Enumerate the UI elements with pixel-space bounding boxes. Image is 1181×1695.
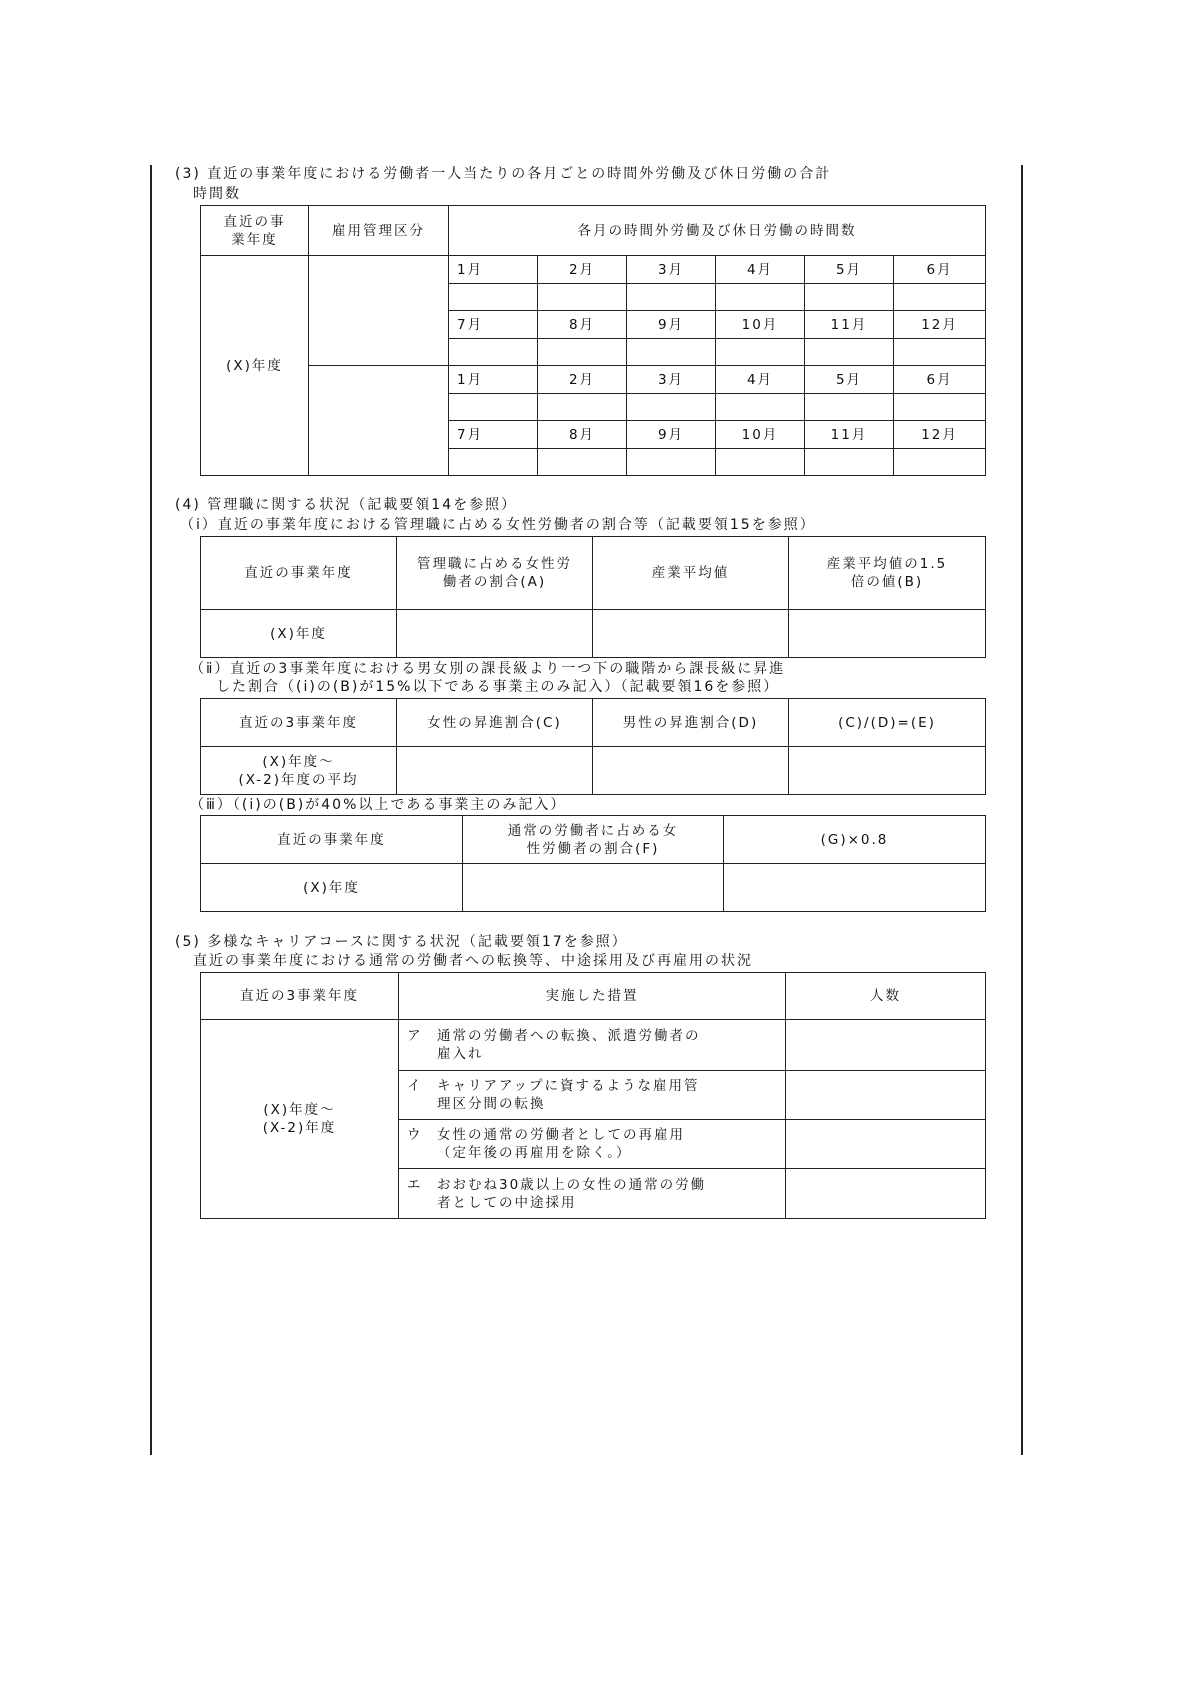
month-label: 8月 — [538, 421, 627, 449]
female-manager-ratio-table — [200, 536, 986, 658]
month-label: 10月 — [716, 421, 805, 449]
section-3-title: (3) 直近の事業年度における労働者一人当たりの各月ごとの時間外労働及び休日労働の合計 — [175, 166, 832, 182]
input-cell[interactable] — [397, 747, 593, 795]
hours-input-cell[interactable] — [805, 394, 894, 421]
month-label: 2月 — [538, 256, 627, 284]
fiscal-year-range-cell: (X)年度～ (X-2)年度 — [201, 1020, 399, 1219]
month-label: 12月 — [894, 311, 986, 339]
month-label: 6月 — [894, 366, 986, 394]
hours-input-cell[interactable] — [716, 339, 805, 366]
hours-input-cell[interactable] — [894, 339, 986, 366]
measure-item: エ おおむね30歳以上の女性の通常の労働 者としての中途採用 — [399, 1169, 786, 1219]
hours-input-cell[interactable] — [805, 449, 894, 476]
hours-input-cell[interactable] — [627, 339, 716, 366]
input-cell[interactable] — [789, 747, 986, 795]
hours-input-cell[interactable] — [627, 394, 716, 421]
hours-input-cell[interactable] — [627, 449, 716, 476]
hours-input-cell[interactable] — [449, 284, 538, 311]
header-headcount: 人数 — [786, 973, 986, 1020]
month-label: 1月 — [449, 366, 538, 394]
month-label: 2月 — [538, 366, 627, 394]
section-4-iii-title: （ⅲ）（(i)の(B)が40%以上である事業主のみ記入） — [190, 797, 567, 813]
header-three-fiscal-years: 直近の3事業年度 — [201, 699, 397, 747]
header-employment-category: 雇用管理区分 — [309, 206, 449, 256]
month-label: 8月 — [538, 311, 627, 339]
month-label: 6月 — [894, 256, 986, 284]
header-female-promotion-ratio: 女性の昇進割合(C) — [397, 699, 593, 747]
overtime-hours-table — [200, 205, 986, 476]
month-label: 4月 — [716, 256, 805, 284]
headcount-input-cell[interactable] — [786, 1169, 986, 1219]
month-label: 4月 — [716, 366, 805, 394]
hours-input-cell[interactable] — [538, 449, 627, 476]
month-label: 11月 — [805, 421, 894, 449]
hours-input-cell[interactable] — [538, 339, 627, 366]
hours-input-cell[interactable] — [805, 339, 894, 366]
input-cell[interactable] — [789, 610, 986, 658]
fiscal-year-cell: (X)年度 — [201, 610, 397, 658]
hours-input-cell[interactable] — [716, 284, 805, 311]
fiscal-year-cell: (X)年度 — [201, 864, 463, 912]
page-frame-left-border — [150, 165, 152, 1455]
section-3-title-cont: 時間数 — [193, 186, 241, 202]
hours-input-cell[interactable] — [449, 339, 538, 366]
hours-input-cell[interactable] — [449, 449, 538, 476]
hours-input-cell[interactable] — [894, 284, 986, 311]
hours-input-cell[interactable] — [805, 284, 894, 311]
month-label: 7月 — [449, 311, 538, 339]
input-cell[interactable] — [463, 864, 724, 912]
month-label: 10月 — [716, 311, 805, 339]
month-label: 11月 — [805, 311, 894, 339]
header-ratio-e: (C)/(D)=(E) — [789, 699, 986, 747]
section-5-title-cont: 直近の事業年度における通常の労働者への転換等、中途採用及び再雇用の状況 — [193, 953, 753, 969]
section-4-ii-title: （ⅱ）直近の3事業年度における男女別の課長級より一つ下の職階から課長級に昇進 — [190, 661, 786, 677]
header-monthly-hours: 各月の時間外労働及び休日労働の時間数 — [449, 206, 986, 256]
section-4-i-title: （i）直近の事業年度における管理職に占める女性労働者の割合等（記載要領15を参照） — [180, 517, 816, 533]
month-label: 5月 — [805, 256, 894, 284]
measure-item: イ キャリアアップに資するような雇用管 理区分間の転換 — [399, 1071, 786, 1120]
section-4-title: (4) 管理職に関する状況（記載要領14を参照） — [175, 497, 518, 513]
fiscal-year-cell: (X)年度 — [201, 256, 309, 476]
hours-input-cell[interactable] — [449, 394, 538, 421]
month-label: 9月 — [627, 311, 716, 339]
measure-item: ア 通常の労働者への転換、派遣労働者の 雇入れ — [399, 1020, 786, 1071]
header-fiscal-year: 直近の事業年度 — [201, 537, 397, 610]
month-label: 3月 — [627, 366, 716, 394]
page-frame-right-border — [1021, 165, 1023, 1455]
promotion-ratio-table — [200, 698, 986, 795]
measure-item: ウ 女性の通常の労働者としての再雇用 （定年後の再雇用を除く。） — [399, 1120, 786, 1169]
section-5-title: (5) 多様なキャリアコースに関する状況（記載要領17を参照） — [175, 934, 628, 950]
hours-input-cell[interactable] — [627, 284, 716, 311]
category-cell-1 — [309, 256, 449, 366]
input-cell[interactable] — [724, 864, 986, 912]
headcount-input-cell[interactable] — [786, 1020, 986, 1071]
headcount-input-cell[interactable] — [786, 1071, 986, 1120]
hours-input-cell[interactable] — [894, 449, 986, 476]
hours-input-cell[interactable] — [716, 449, 805, 476]
input-cell[interactable] — [593, 747, 789, 795]
header-male-promotion-ratio: 男性の昇進割合(D) — [593, 699, 789, 747]
header-industry-average-1-5x: 産業平均値の1.5倍の値(B) — [789, 537, 986, 610]
month-label: 5月 — [805, 366, 894, 394]
input-cell[interactable] — [593, 610, 789, 658]
hours-input-cell[interactable] — [716, 394, 805, 421]
month-label: 3月 — [627, 256, 716, 284]
hours-input-cell[interactable] — [538, 284, 627, 311]
input-cell[interactable] — [397, 610, 593, 658]
month-label: 1月 — [449, 256, 538, 284]
header-three-fiscal-years: 直近の3事業年度 — [201, 973, 399, 1020]
header-fiscal-year: 直近の事業年度 — [201, 816, 463, 864]
header-fiscal-year: 直近の事業年度 — [201, 206, 309, 256]
hours-input-cell[interactable] — [538, 394, 627, 421]
header-female-worker-ratio: 通常の労働者に占める女性労働者の割合(F) — [463, 816, 724, 864]
header-measures: 実施した措置 — [399, 973, 786, 1020]
month-label: 9月 — [627, 421, 716, 449]
headcount-input-cell[interactable] — [786, 1120, 986, 1169]
category-cell-2 — [309, 366, 449, 476]
hours-input-cell[interactable] — [894, 394, 986, 421]
month-label: 7月 — [449, 421, 538, 449]
female-worker-ratio-table — [200, 815, 986, 912]
career-course-table — [200, 972, 986, 1219]
section-4-ii-title-cont: した割合（(i)の(B)が15%以下である事業主のみ記入）（記載要領16を参照） — [216, 679, 780, 695]
header-industry-average: 産業平均値 — [593, 537, 789, 610]
header-g-times-0-8: (G)×0.8 — [724, 816, 986, 864]
header-female-manager-ratio: 管理職に占める女性労働者の割合(A) — [397, 537, 593, 610]
month-label: 12月 — [894, 421, 986, 449]
fiscal-year-range-cell: (X)年度～ (X-2)年度の平均 — [201, 747, 397, 795]
